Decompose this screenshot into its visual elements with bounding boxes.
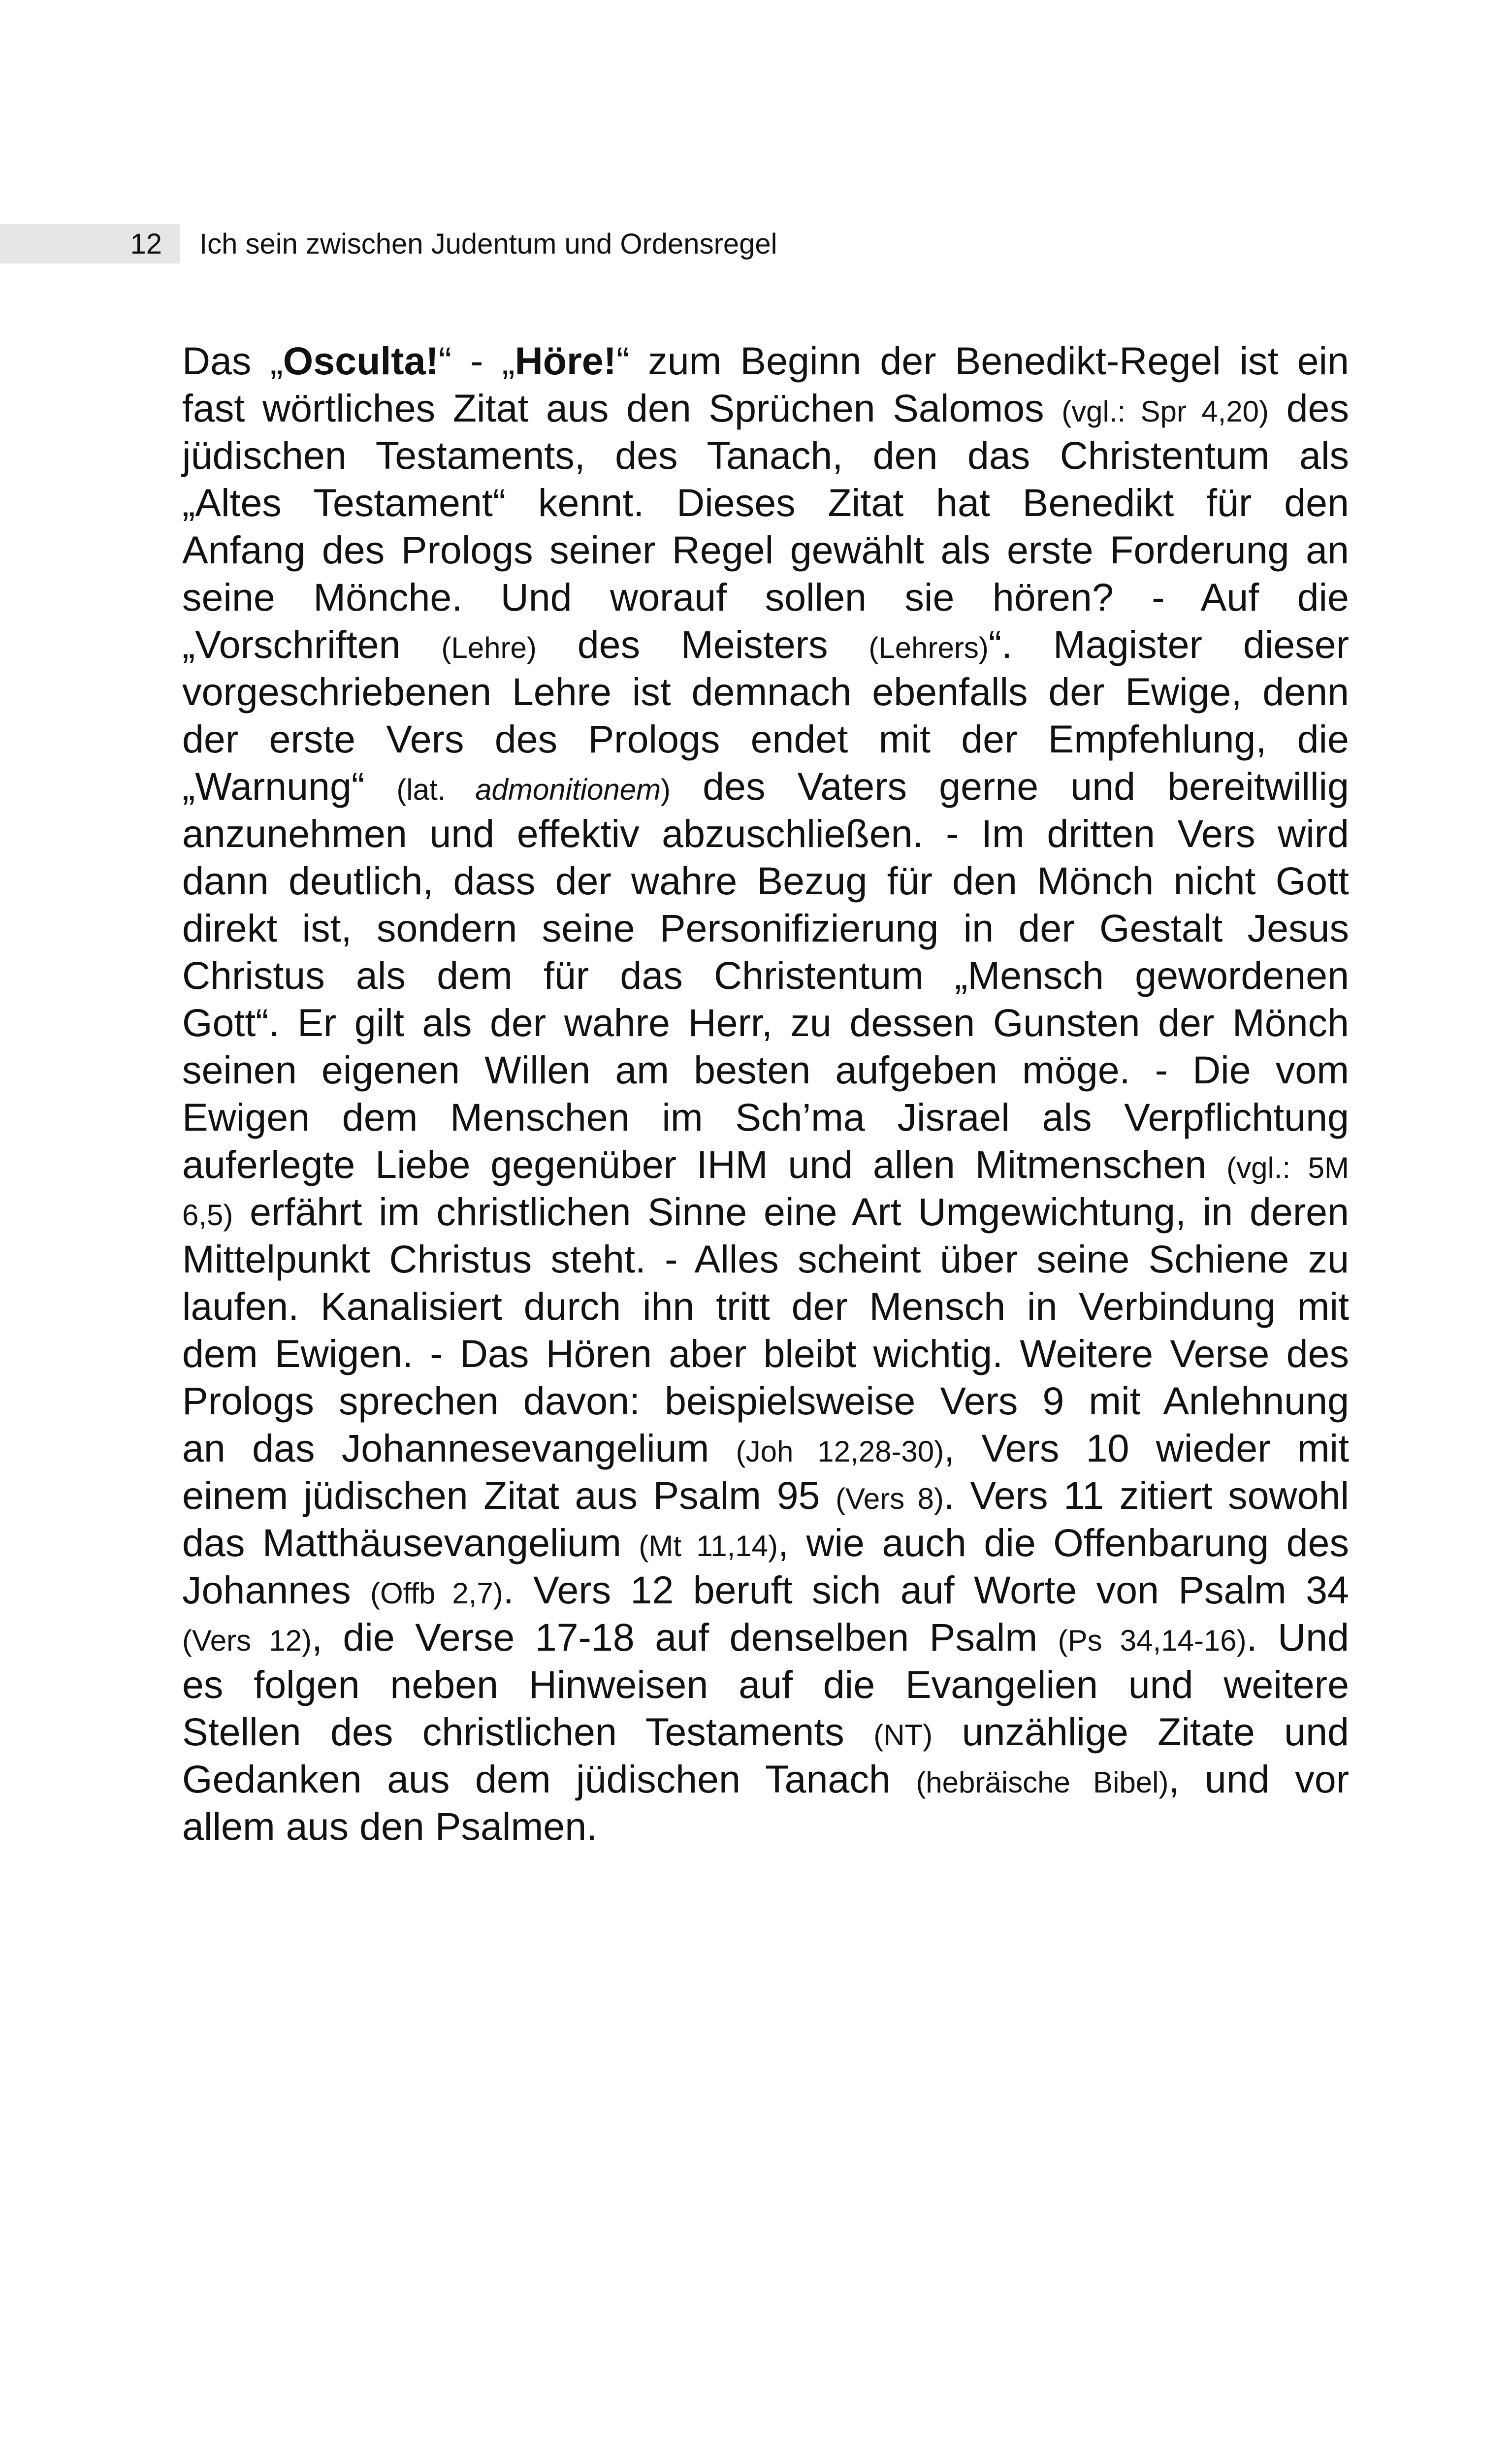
text-segment: des Meisters xyxy=(536,622,869,666)
text-segment: , die Verse 17-18 auf denselben Psalm xyxy=(311,1615,1058,1659)
text-segment: „Warnung“ xyxy=(182,764,397,808)
text-segment: Mittelpunkt Christus steht. - Alles scheint über seine Schiene zu xyxy=(182,1237,1349,1281)
text-segment: Höre! xyxy=(515,339,616,383)
text-segment: „Vorschriften xyxy=(182,622,442,666)
text-segment: des xyxy=(1269,386,1349,430)
text-line xyxy=(182,621,1349,668)
text-segment: jüdischen Testaments, des Tanach, den das Christentum als xyxy=(182,433,1349,477)
text-segment: (Vers 12) xyxy=(182,1624,312,1657)
text-segment: Das „ xyxy=(182,339,283,383)
text-segment: (vgl.: Spr 4,20) xyxy=(1062,395,1269,428)
text-segment: . Vers 11 zitiert sowohl xyxy=(943,1473,1350,1517)
text-segment: einem jüdischen Zitat aus Psalm 95 xyxy=(182,1473,836,1517)
text-line xyxy=(182,716,1349,763)
text-line xyxy=(182,1141,1349,1188)
text-segment: das Matthäusevangelium xyxy=(182,1521,639,1564)
text-line xyxy=(182,810,1349,857)
text-segment: (lat. xyxy=(396,773,476,806)
text-segment: Prologs sprechen davon: beispielsweise Vers 9 mit Anlehnung xyxy=(182,1379,1349,1423)
text-line xyxy=(182,857,1349,905)
page-number: 12 xyxy=(130,228,162,260)
text-segment: des Vaters gerne und bereitwillig xyxy=(671,764,1349,808)
text-segment: Ewigen dem Menschen im Sch’ma Jisrael als Verpflichtung xyxy=(182,1095,1349,1139)
text-line xyxy=(182,999,1349,1046)
text-line xyxy=(182,1377,1349,1425)
text-segment: (vgl.: 5M xyxy=(1226,1151,1349,1184)
text-segment: (Lehre) xyxy=(441,631,537,664)
page-number-bar xyxy=(0,224,180,263)
text-segment: anzunehmen und effektiv abzuschließen. - Im dritten Vers wird xyxy=(182,812,1349,855)
text-line xyxy=(182,574,1349,621)
text-line xyxy=(182,668,1349,716)
text-segment: auferlegte Liebe gegenüber IHM und allen Mitmenschen xyxy=(182,1142,1227,1186)
text-line xyxy=(182,1188,1349,1236)
text-segment: , und vor xyxy=(1168,1757,1350,1801)
text-segment: (hebräische Bibel) xyxy=(916,1766,1169,1799)
text-segment: “. Magister dieser xyxy=(988,622,1349,666)
text-line xyxy=(182,1661,1349,1708)
text-segment: Christus als dem für das Christentum „Mensch gewordenen xyxy=(182,953,1349,997)
text-segment: Osculta! xyxy=(283,339,439,383)
text-segment: Anfang des Prologs seiner Regel gewählt als erste Forderung an xyxy=(182,528,1349,572)
text-segment: “ - „ xyxy=(438,339,515,383)
text-line xyxy=(182,1566,1349,1614)
text-line xyxy=(182,1519,1349,1566)
text-segment: (Offb 2,7) xyxy=(370,1577,503,1610)
text-segment: , Vers 10 wieder mit xyxy=(944,1426,1350,1470)
text-segment: . Und xyxy=(1246,1615,1349,1659)
text-line xyxy=(182,1708,1349,1756)
text-segment: 6,5) xyxy=(182,1199,233,1232)
text-line xyxy=(182,1236,1349,1283)
text-line xyxy=(182,526,1349,574)
text-segment: allem aus den Psalmen. xyxy=(182,1804,598,1848)
text-segment: (Vers 8) xyxy=(836,1482,944,1515)
text-segment: es folgen neben Hinweisen auf die Evangelien und weitere xyxy=(182,1662,1349,1706)
text-segment: Gott“. Er gilt als der wahre Herr, zu dessen Gunsten der Mönch xyxy=(182,1001,1349,1044)
text-line xyxy=(182,385,1349,432)
text-segment: Gedanken aus dem jüdischen Tanach xyxy=(182,1757,916,1801)
text-segment: (Ps 34,14-16) xyxy=(1058,1624,1247,1657)
running-header xyxy=(0,224,1512,263)
text-line xyxy=(182,1614,1349,1661)
text-segment: (Lehrers) xyxy=(869,631,989,664)
text-segment: (Mt 11,14) xyxy=(639,1530,778,1563)
text-segment: admonitionem xyxy=(475,773,661,806)
text-line xyxy=(182,905,1349,952)
text-segment: der erste Vers des Prologs endet mit der Empfehlung, die xyxy=(182,717,1349,761)
text-line xyxy=(182,952,1349,999)
text-segment: fast wörtliches Zitat aus den Sprüchen Salomos xyxy=(182,386,1062,430)
text-segment: erfährt im christlichen Sinne eine Art Umgewichtung, in deren xyxy=(233,1190,1349,1234)
text-line xyxy=(182,432,1349,479)
text-segment: dann deutlich, dass der wahre Bezug für den Mönch nicht Gott xyxy=(182,859,1349,903)
text-segment: seine Mönche. Und worauf sollen sie hören? - Auf die xyxy=(182,575,1349,619)
text-segment: seinen eigenen Willen am besten aufgeben möge. - Die vom xyxy=(182,1048,1349,1092)
text-line xyxy=(182,1094,1349,1141)
text-line xyxy=(182,1330,1349,1377)
text-segment: ) xyxy=(661,773,671,806)
body-text xyxy=(182,337,1349,1850)
running-title: Ich sein zwischen Judentum und Ordensregel xyxy=(199,228,777,260)
text-segment: Johannes xyxy=(182,1568,370,1612)
text-segment: an das Johannesevangelium xyxy=(182,1426,736,1470)
text-segment: laufen. Kanalisiert durch ihn tritt der Mensch in Verbindung mit xyxy=(182,1284,1349,1328)
text-segment: Stellen des christlichen Testaments xyxy=(182,1710,874,1754)
text-line xyxy=(182,1803,1349,1850)
text-segment: “ zum Beginn der Benedikt-Regel ist ein xyxy=(616,339,1349,383)
text-line xyxy=(182,1283,1349,1330)
text-line xyxy=(182,1472,1349,1519)
text-segment: (Joh 12,28-30) xyxy=(736,1435,944,1468)
text-segment: , wie auch die Offenbarung des xyxy=(777,1521,1349,1564)
text-segment: . Vers 12 beruft sich auf Worte von Psalm 34 xyxy=(503,1568,1349,1612)
text-line xyxy=(182,1756,1349,1803)
text-segment: vorgeschriebenen Lehre ist demnach ebenfalls der Ewige, denn xyxy=(182,670,1349,714)
text-line xyxy=(182,1046,1349,1094)
text-segment: „Altes Testament“ kennt. Dieses Zitat hat Benedikt für den xyxy=(182,481,1349,524)
text-line xyxy=(182,337,1349,385)
text-line xyxy=(182,479,1349,526)
text-line xyxy=(182,1425,1349,1472)
text-segment: (NT) xyxy=(873,1719,933,1752)
text-segment: dem Ewigen. - Das Hören aber bleibt wichtig. Weitere Verse des xyxy=(182,1332,1349,1375)
text-segment: unzählige Zitate und xyxy=(933,1710,1349,1754)
text-segment: direkt ist, sondern seine Personifizierung in der Gestalt Jesus xyxy=(182,906,1349,950)
text-line xyxy=(182,763,1349,810)
